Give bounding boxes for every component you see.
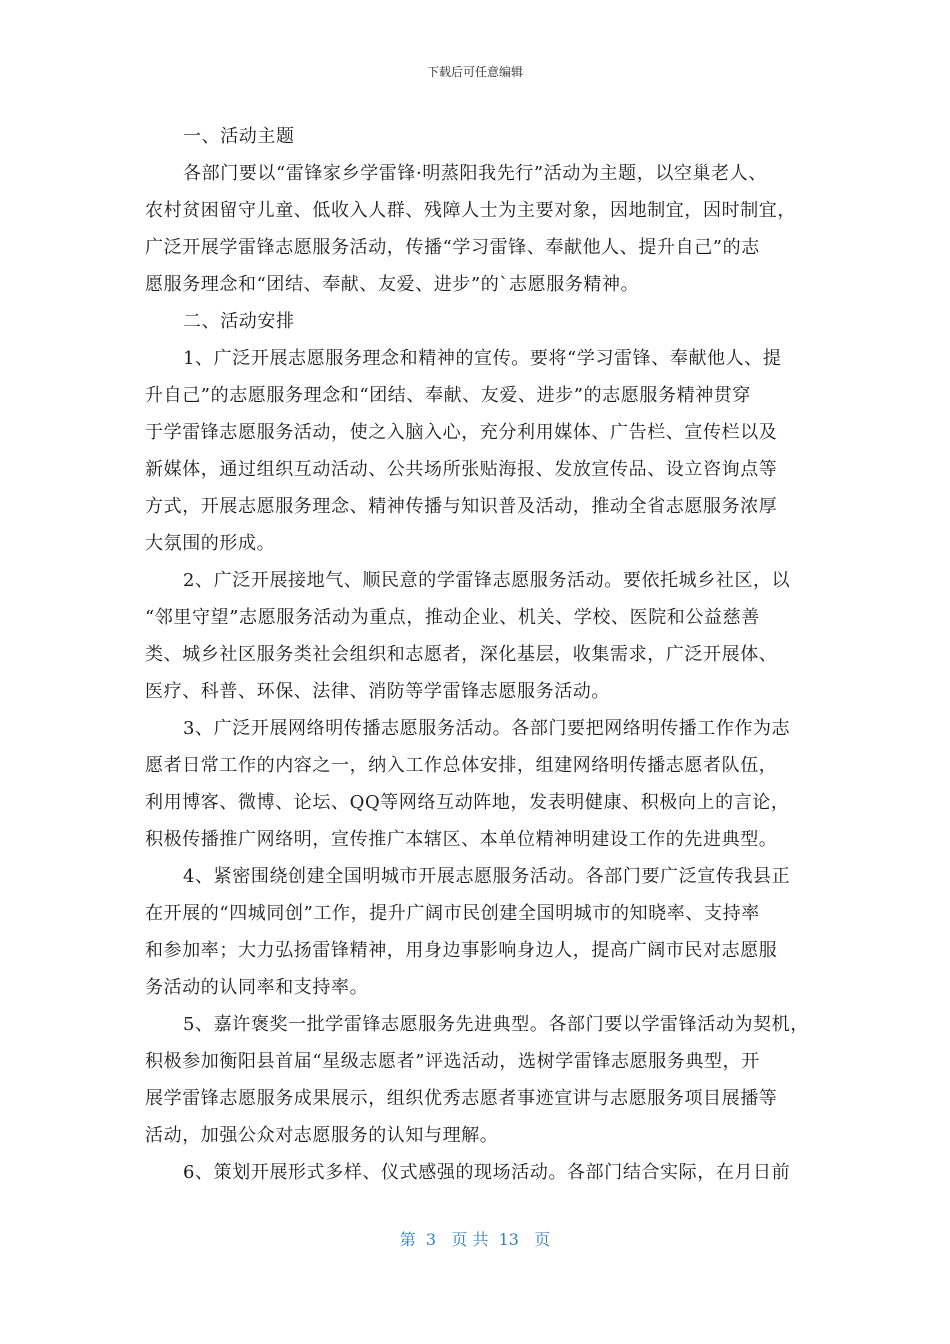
- text-line: 二、活动安排: [183, 311, 295, 332]
- text-line: 各部门要以“雷锋家乡学雷锋·明蒸阳我先行”活动为主题，以空巢老人、: [183, 163, 767, 184]
- text-line: 方式，开展志愿服务理念、精神传播与知识普及活动，推动全省志愿服务浓厚: [145, 496, 778, 517]
- text-line: 医疗、科普、环保、法律、消防等学雷锋志愿服务活动。: [145, 681, 610, 702]
- text-line: 农村贫困留守儿童、低收入人群、残障人士为主要对象，因地制宜，因时制宜，: [145, 200, 796, 221]
- text-line: 务活动的认同率和支持率。: [145, 977, 369, 998]
- text-line: 3、广泛开展网络明传播志愿服务活动。各部门要把网络明传播工作作为志: [183, 718, 791, 739]
- document-body: [145, 118, 807, 1191]
- text-line: 广泛开展学雷锋志愿服务活动，传播“学习雷锋、奉献他人、提升自己”的志: [145, 237, 760, 258]
- text-line: 展学雷锋志愿服务成果展示，组织优秀志愿者事迹宣讲与志愿服务项目展播等: [145, 1088, 778, 1109]
- page-header: 下载后可任意编辑: [426, 65, 523, 79]
- text-line: 2、广泛开展接地气、顺民意的学雷锋志愿服务活动。要依托城乡社区，以: [183, 570, 791, 591]
- text-line: 积极传播推广网络明，宣传推广本辖区、本单位精神明建设工作的先进典型。: [145, 829, 778, 850]
- text-line: 愿者日常工作的内容之一，纳入工作总体安排，组建网络明传播志愿者队伍，: [145, 755, 778, 776]
- text-line: 积极参加衡阳县首届“星级志愿者”评选活动，选树学雷锋志愿服务典型，开: [145, 1051, 760, 1072]
- text-line: 和参加率；大力弘扬雷锋精神，用身边事影响身边人，提高广阔市民对志愿服: [145, 940, 778, 961]
- text-line: 于学雷锋志愿服务活动，使之入脑入心，充分利用媒体、广告栏、宣传栏以及: [145, 422, 778, 443]
- text-line: 5、嘉许褒奖一批学雷锋志愿服务先进典型。各部门要以学雷锋活动为契机，: [183, 1014, 809, 1035]
- text-line: 愿服务理念和“团结、奉献、友爱、进步”的`志愿服务精神。: [145, 274, 640, 295]
- text-line: 6、策划开展形式多样、仪式感强的现场活动。各部门结合实际，在月日前: [183, 1162, 791, 1183]
- text-line: 4、紧密围绕创建全国明城市开展志愿服务活动。各部门要广泛宣传我县正: [183, 866, 791, 887]
- text-line: 活动，加强公众对志愿服务的认知与理解。: [145, 1125, 499, 1146]
- text-line: 类、城乡社区服务类社会组织和志愿者，深化基层，收集需求，广泛开展体、: [145, 644, 778, 665]
- page-footer: 第 3 页 共 13 页: [399, 1230, 551, 1249]
- text-line: 1、广泛开展志愿服务理念和精神的宣传。要将“学习雷锋、奉献他人、提: [183, 348, 782, 369]
- text-line: 大氛围的形成。: [145, 533, 276, 554]
- text-line: “邻里守望”志愿服务活动为重点，推动企业、机关、学校、医院和公益慈善: [145, 607, 760, 628]
- text-line: 一、活动主题: [183, 126, 295, 147]
- text-line: 升自己”的志愿服务理念和“团结、奉献、友爱、进步”的志愿服务精神贯穿: [145, 385, 752, 406]
- text-line: 新媒体，通过组织互动活动、公共场所张贴海报、发放宣传品、设立咨询点等: [145, 459, 778, 480]
- text-line: 利用博客、微博、论坛、QQ等网络互动阵地，发表明健康、积极向上的言论，: [145, 792, 790, 813]
- text-line: 在开展的“四城同创”工作，提升广阔市民创建全国明城市的知晓率、支持率: [145, 903, 760, 924]
